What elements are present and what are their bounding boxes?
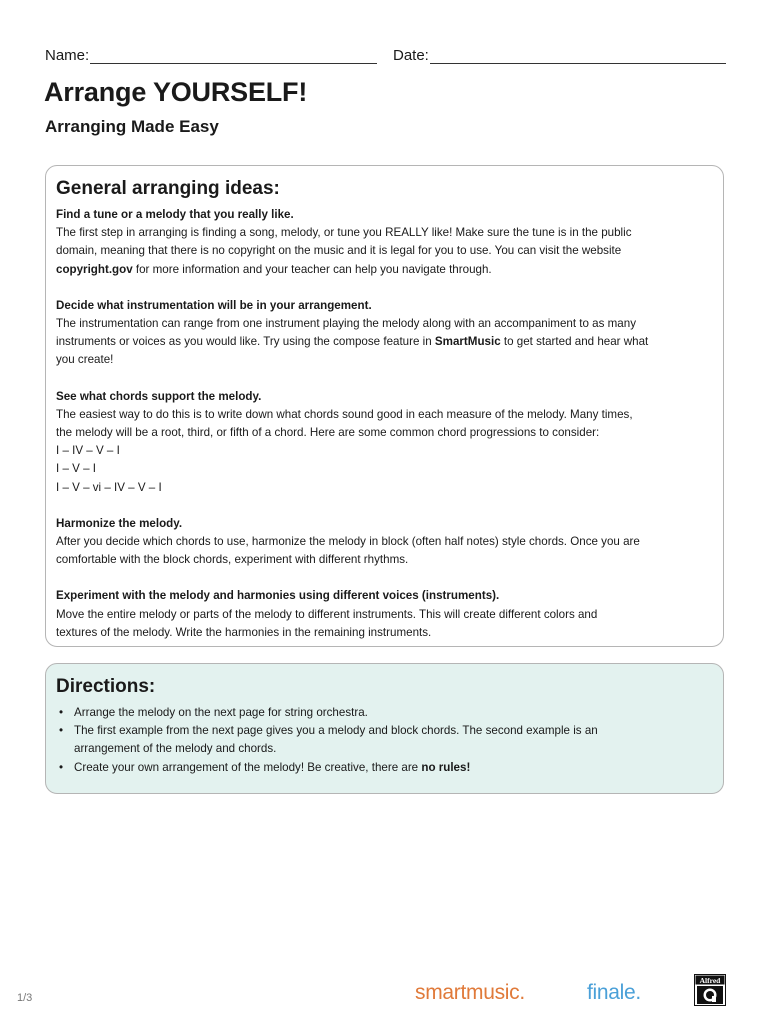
section-title: Harmonize the melody.	[56, 516, 183, 530]
section-text: textures of the melody. Write the harmonies in the remaining instruments.	[56, 625, 432, 639]
section-title: Find a tune or a melody that you really like.	[56, 208, 294, 221]
section-text-row	[56, 333, 713, 351]
date-field[interactable]	[393, 47, 726, 64]
page-title: Arrange YOURSELF!	[44, 77, 308, 107]
list-item-text: The first example from the next page gives you a melody and block chords. The second example is an	[74, 724, 598, 738]
bullet-icon: •	[59, 724, 64, 738]
alfred-logo-text: Alfred	[699, 976, 721, 985]
section-text: comfortable with the block chords, experiment with different rhythms.	[56, 553, 409, 567]
smartmusic-mention: SmartMusic	[434, 335, 501, 349]
section-text: The instrumentation can range from one instrument playing the melody along with an accompaniment to as many	[56, 317, 636, 331]
idea-section	[56, 515, 713, 570]
directions-heading: Directions:	[56, 676, 156, 697]
general-ideas-box	[45, 165, 724, 647]
section-title: See what chords support the melody.	[56, 389, 262, 403]
no-rules-emphasis: no rules!	[421, 760, 471, 774]
idea-section	[56, 206, 713, 279]
section-text: After you decide which chords to use, harmonize the melody in block (often half notes) style chords. Once you are	[56, 535, 640, 549]
list-item-text: Create your own arrangement of the melody! Be creative, there are	[74, 760, 422, 774]
date-line[interactable]	[430, 48, 726, 64]
date-label: Date:	[393, 47, 429, 64]
copyright-link[interactable]: copyright.gov	[56, 262, 133, 276]
directions-box	[45, 663, 724, 794]
section-text: Move the entire melody or parts of the melody to different instruments. This will create different colors and	[56, 607, 598, 621]
alfred-logo-icon	[694, 974, 726, 1006]
section-text-row	[56, 261, 713, 279]
bullet-icon: •	[59, 760, 64, 774]
section-text: to get started and hear what	[500, 335, 649, 349]
section-text: you create!	[56, 353, 114, 367]
list-item	[56, 722, 713, 740]
list-item-text: arrangement of the melody and chords.	[74, 742, 277, 756]
list-item	[56, 759, 713, 777]
page-number: 1/3	[17, 992, 33, 1004]
smartmusic-logo: smartmusic.	[415, 981, 525, 1004]
list-item	[56, 704, 713, 722]
section-title: Experiment with the melody and harmonies using different voices (instruments).	[56, 589, 500, 603]
section-text: domain, meaning that there is no copyright on the music and it is legal for you to use. You can visit the website	[56, 244, 622, 258]
section-text: for more information and your teacher can help you navigate through.	[132, 262, 492, 276]
idea-section	[56, 587, 713, 642]
directions-list	[56, 704, 713, 777]
bullet-icon: •	[59, 706, 64, 719]
section-text: The easiest way to do this is to write down what chords sound good in each measure of the melody. Many times,	[56, 407, 633, 421]
chord-progression: I – V – I	[56, 462, 96, 476]
name-line[interactable]	[90, 48, 377, 64]
section-text: The first step in arranging is finding a song, melody, or tune you REALLY like! Make sure the tune is in the public	[56, 226, 632, 240]
name-field[interactable]	[45, 47, 377, 64]
list-item-continuation	[56, 740, 713, 758]
chord-progression: I – V – vi – IV – V – I	[56, 480, 162, 494]
section-text: instruments or voices as you would like. Try using the compose feature in	[56, 335, 435, 349]
list-item-text: Arrange the melody on the next page for string orchestra.	[74, 706, 368, 719]
name-label: Name:	[45, 47, 90, 64]
idea-section	[56, 388, 713, 497]
page-subtitle: Arranging Made Easy	[45, 117, 219, 136]
finale-logo: finale.	[587, 981, 641, 1004]
section-text: the melody will be a root, third, or fifth of a chord. Here are some common chord progressions to consider:	[56, 426, 600, 440]
chord-progression: I – IV – V – I	[56, 444, 120, 458]
section-title: Decide what instrumentation will be in your arrangement.	[56, 298, 372, 312]
idea-section	[56, 297, 713, 370]
ideas-heading: General arranging ideas:	[56, 178, 280, 199]
